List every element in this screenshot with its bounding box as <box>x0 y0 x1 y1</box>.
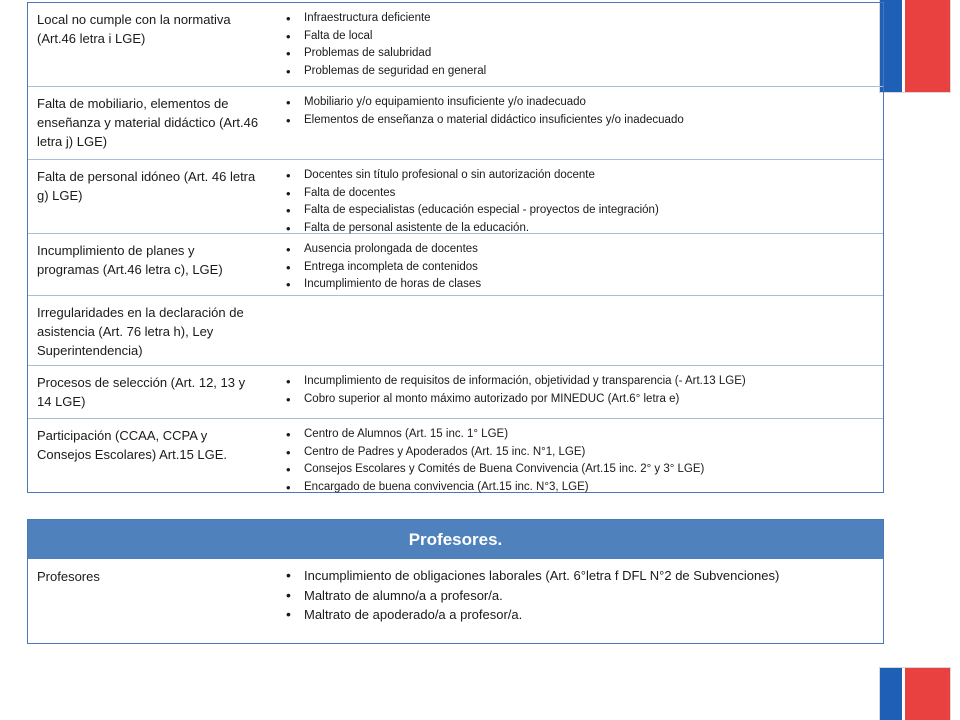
row-category: Falta de personal idóneo (Art. 46 letra g) LGE) <box>28 160 268 234</box>
flag-decoration-bottom <box>880 668 950 720</box>
row-items-cell <box>268 87 883 160</box>
list-item: • Falta de local <box>286 28 877 46</box>
row-items-cell <box>268 3 883 87</box>
bullet-list <box>286 167 877 237</box>
list-item: • Mobiliario y/o equipamiento insuficiente y/o inadecuado <box>286 94 877 112</box>
row-category: Irregularidades en la declaración de asistencia (Art. 76 letra h), Ley Superintendencia) <box>28 296 268 366</box>
profesores-category: Profesores <box>37 569 100 584</box>
list-item: • Maltrato de apoderado/a a profesor/a. <box>286 605 877 625</box>
list-item: • Problemas de seguridad en general <box>286 63 877 81</box>
row-items-cell <box>268 366 883 419</box>
bullet-list <box>286 373 877 408</box>
list-item: • Consejos Escolares y Comités de Buena Convivencia (Art.15 inc. 2° y 3° LGE) <box>286 461 877 479</box>
list-item: • Docentes sin título profesional o sin autorización docente <box>286 167 877 185</box>
list-item: • Incumplimiento de obligaciones laborales (Art. 6°letra f DFL N°2 de Subvenciones) <box>286 566 877 586</box>
list-item: • Elementos de enseñanza o material didáctico insuficientes y/o inadecuado <box>286 112 877 130</box>
row-category: Incumplimiento de planes y programas (Art.46 letra c), LGE) <box>28 234 268 296</box>
flag-blue-stripe <box>880 668 902 720</box>
list-item: • Centro de Alumnos (Art. 15 inc. 1° LGE) <box>286 426 877 444</box>
infractions-table <box>27 2 884 493</box>
list-item: • Entrega incompleta de contenidos <box>286 259 877 277</box>
list-item: • Falta de personal asistente de la educación. <box>286 220 877 238</box>
bullet-list <box>286 10 877 80</box>
list-item: • Ausencia prolongada de docentes <box>286 241 877 259</box>
list-item: • Problemas de salubridad <box>286 45 877 63</box>
list-item: • Incumplimiento de horas de clases <box>286 276 877 294</box>
list-item: • Cobro superior al monto máximo autorizado por MINEDUC (Art.6° letra e) <box>286 391 877 409</box>
list-item: • Centro de Padres y Apoderados (Art. 15 inc. N°1, LGE) <box>286 444 877 462</box>
flag-red-stripe <box>905 668 950 720</box>
list-item: • Encargado de buena convivencia (Art.15 inc. N°3, LGE) <box>286 479 877 497</box>
list-item: • Infraestructura deficiente <box>286 10 877 28</box>
list-item: • Falta de especialistas (educación especial - proyectos de integración) <box>286 202 877 220</box>
row-items-cell <box>268 234 883 296</box>
profesores-row <box>28 559 883 629</box>
row-items-cell <box>268 296 883 366</box>
bullet-list <box>286 94 877 129</box>
flag-decoration-top <box>880 0 950 92</box>
list-item: • Falta de docentes <box>286 185 877 203</box>
bullet-list <box>286 426 877 496</box>
list-item: • Maltrato de alumno/a a profesor/a. <box>286 586 877 606</box>
profesores-bullet-list <box>286 566 877 625</box>
bullet-list <box>286 241 877 294</box>
row-category: Falta de mobiliario, elementos de enseñanza y material didáctico (Art.46 letra j) LGE) <box>28 87 268 160</box>
profesores-items-cell <box>268 559 883 629</box>
row-items-cell <box>268 419 883 492</box>
row-category: Local no cumple con la normativa (Art.46 letra i LGE) <box>28 3 268 87</box>
row-category: Participación (CCAA, CCPA y Consejos Escolares) Art.15 LGE. <box>37 428 228 462</box>
row-items-cell <box>268 160 883 234</box>
list-item: • Incumplimiento de requisitos de información, objetividad y transparencia (- Art.13 LGE) <box>286 373 877 391</box>
flag-red-stripe <box>905 0 950 92</box>
row-category: Procesos de selección (Art. 12, 13 y 14 LGE) <box>28 366 268 419</box>
profesores-table <box>27 519 884 644</box>
profesores-header: Profesores. <box>28 520 883 559</box>
